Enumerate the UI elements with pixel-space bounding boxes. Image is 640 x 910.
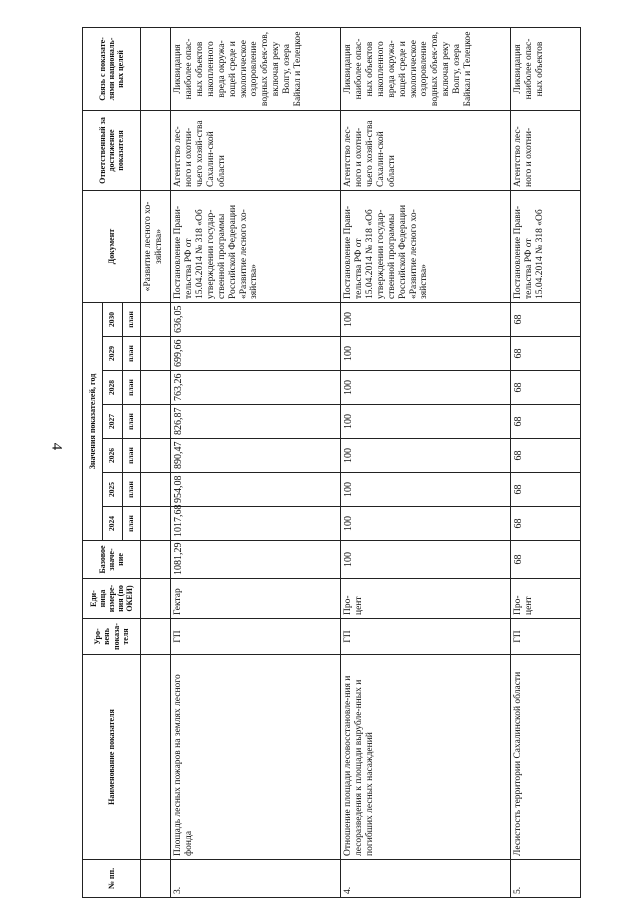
header-plan: план (123, 439, 141, 473)
row-base: 1081,29 (171, 541, 341, 579)
row-value: 100 (341, 439, 511, 473)
row-document: Постановление Прави-тельства РФ от 15.04.2014 № 318 «Об утверждении государ-ственной программы Российской Федерации «Развитие лесного хо-зяйства» (171, 190, 341, 302)
row-value: 826,87 (171, 405, 341, 439)
header-unit: Еди-ница измере-ния (по ОКЕИ) (83, 579, 141, 619)
row-level: ГП (341, 619, 511, 655)
row-value: 100 (341, 371, 511, 405)
row-value: 954,08 (171, 473, 341, 507)
header-name: Наименование показателя (83, 655, 141, 860)
row-link: Ликвидация наиболее опас-ных объектов (511, 27, 581, 110)
row-unit: Про-цент (341, 579, 511, 619)
row-value: 699,66 (171, 337, 341, 371)
row-value: 68 (511, 473, 581, 507)
header-year: 2029 (103, 337, 123, 371)
row-value: 100 (341, 507, 511, 541)
row-unit: Про-цент (511, 579, 581, 619)
row-name: Отношение площади лесовосстановле-ния и лесоразведения к площади вырубле-нных и погибших лесных насаждений (341, 655, 511, 860)
row-level: ГП (511, 619, 581, 655)
header-plan: план (123, 371, 141, 405)
cont-document: «Развитие лесного хо-зяйства» (141, 190, 171, 302)
page-number: 4 (48, 442, 65, 451)
row-responsible: Агентство лес-ного и охотни-чьего хозяй-ства Сахалин-ской области (341, 110, 511, 190)
header-year: 2030 (103, 302, 123, 336)
row-num: 3. (171, 860, 341, 898)
row-value: 890,47 (171, 439, 341, 473)
row-value: 68 (511, 507, 581, 541)
header-responsible: Ответственный за достижение показателя (83, 110, 141, 190)
row-base: 68 (511, 541, 581, 579)
row-document: Постановление Прави-тельства РФ от 15.04.2014 № 318 «Об утверждении государ-ственной программы Российской Федерации «Развитие лесного хо-зяйства» (341, 190, 511, 302)
table-row (171, 27, 341, 897)
row-responsible: Агентство лес-ного и охотни- (511, 110, 581, 190)
row-name: Площадь лесных пожаров на землях лесного фонда (171, 655, 341, 860)
table-row-continuation (141, 27, 171, 897)
header-year: 2028 (103, 371, 123, 405)
row-unit: Гектар (171, 579, 341, 619)
row-link: Ликвидация наиболее опас-ных объектов накопленного вреда окружа-ющей среде и экологическое оздоровление водных объек-тов, включая реку Волгу, озера Байкал и Телецкое (341, 27, 511, 110)
header-plan: план (123, 507, 141, 541)
header-document: Документ (83, 190, 141, 302)
row-value: 68 (511, 371, 581, 405)
row-value: 68 (511, 439, 581, 473)
row-value: 636,05 (171, 302, 341, 336)
header-plan: план (123, 337, 141, 371)
row-value: 100 (341, 473, 511, 507)
header-plan: план (123, 473, 141, 507)
header-year: 2026 (103, 439, 123, 473)
header-plan: план (123, 405, 141, 439)
header-values-group: Значения показателей, год (83, 302, 103, 540)
row-level: ГП (171, 619, 341, 655)
row-num: 5. (511, 860, 581, 898)
header-year: 2025 (103, 473, 123, 507)
rotated-table-container (82, 31, 614, 898)
row-num: 4. (341, 860, 511, 898)
header-num: № пп. (83, 860, 141, 898)
header-level: Уро-вень показа-теля (83, 619, 141, 655)
row-value: 68 (511, 337, 581, 371)
row-value: 763,26 (171, 371, 341, 405)
row-name: Лесистость территории Сахалинской области (511, 655, 581, 860)
row-link: Ликвидация наиболее опас-ных объектов накопленного вреда окружа-ющей среде и экологическое оздоровление водных объек-тов, включая реку Волгу, озера Байкал и Телецкое (171, 27, 341, 110)
row-value: 1017,68 (171, 507, 341, 541)
header-base: Базовое значе-ние (83, 541, 141, 579)
row-value: 68 (511, 405, 581, 439)
row-responsible: Агентство лес-ного и охотни-чьего хозяй-ства Сахалин-ской области (171, 110, 341, 190)
row-value: 100 (341, 302, 511, 336)
table-row (341, 27, 511, 897)
header-year: 2027 (103, 405, 123, 439)
indicators-table (82, 27, 581, 898)
header-link: Связь с показате-лями националь-ных целей (83, 27, 141, 110)
row-value: 68 (511, 302, 581, 336)
table-row (511, 27, 581, 897)
header-year: 2024 (103, 507, 123, 541)
row-value: 100 (341, 405, 511, 439)
row-base: 100 (341, 541, 511, 579)
row-value: 100 (341, 337, 511, 371)
header-plan: план (123, 302, 141, 336)
row-document: Постановление Прави-тельства РФ от 15.04.2014 № 318 «Об (511, 190, 581, 302)
